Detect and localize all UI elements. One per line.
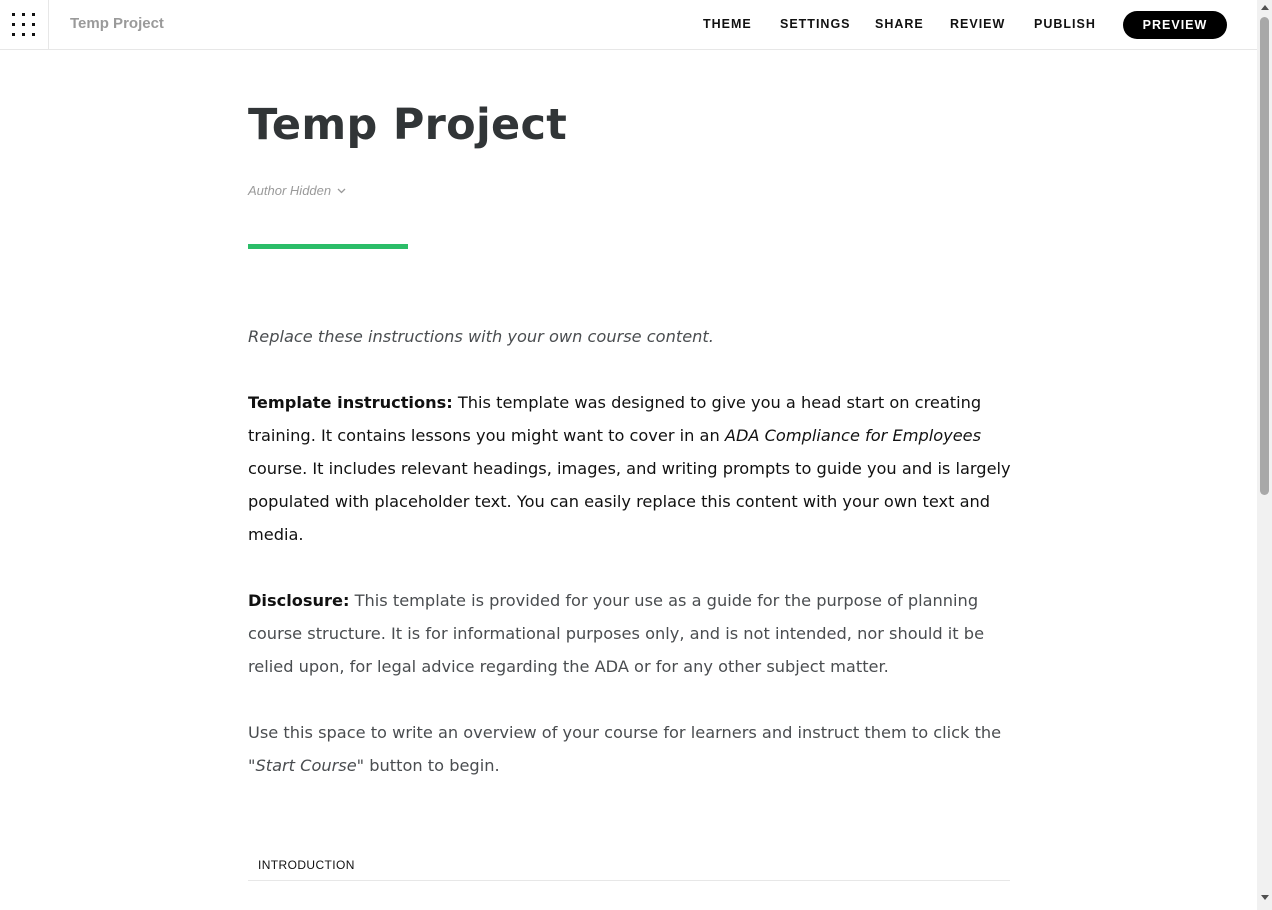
apps-menu-button[interactable] bbox=[0, 0, 49, 49]
nav-review[interactable]: REVIEW bbox=[950, 17, 1006, 31]
overview-text: Use this space to write an overview of your course for learners and instruct them to click the " bbox=[248, 723, 1002, 775]
preview-button[interactable]: PREVIEW bbox=[1123, 11, 1227, 39]
grid-menu-icon bbox=[11, 12, 39, 38]
course-name: ADA Compliance for Employees bbox=[724, 426, 982, 445]
nav-share[interactable]: SHARE bbox=[875, 17, 924, 31]
intro-paragraph: Replace these instructions with your own course content. bbox=[248, 327, 714, 346]
course-title[interactable]: Temp Project bbox=[248, 100, 568, 150]
start-course-name: Start Course bbox=[255, 756, 357, 775]
template-lead: Template instructions: bbox=[248, 393, 453, 412]
disclosure-paragraph bbox=[248, 584, 1012, 683]
section-label: INTRODUCTION bbox=[258, 858, 355, 872]
disclosure-lead: Disclosure: bbox=[248, 591, 350, 610]
author-label: Author Hidden bbox=[248, 183, 332, 198]
template-paragraph bbox=[248, 386, 1012, 551]
accent-divider bbox=[248, 244, 408, 249]
scroll-thumb[interactable] bbox=[1260, 17, 1269, 495]
page-scrollbar[interactable] bbox=[1257, 0, 1272, 910]
nav-settings[interactable]: SETTINGS bbox=[780, 17, 851, 31]
scroll-up-icon[interactable] bbox=[1261, 5, 1269, 10]
course-description[interactable] bbox=[248, 320, 1012, 815]
overview-text-end: " button to begin. bbox=[356, 756, 500, 775]
top-bar bbox=[0, 0, 1257, 50]
template-text: This template was designed to give you a head start on creating training. It contains lessons you might want to cover in an bbox=[248, 393, 982, 445]
chevron-down-icon bbox=[337, 188, 346, 194]
disclosure-text: This template is provided for your use as a guide for the purpose of planning course structure. It is for informational purposes only, and is not intended, nor should it be relied upon, for legal advice regarding the ADA or for any other subject matter. bbox=[248, 591, 985, 676]
author-dropdown[interactable] bbox=[248, 183, 346, 198]
nav-publish[interactable]: PUBLISH bbox=[1034, 17, 1096, 31]
overview-paragraph bbox=[248, 716, 1012, 782]
nav-theme[interactable]: THEME bbox=[703, 17, 752, 31]
scroll-down-icon[interactable] bbox=[1261, 895, 1269, 900]
template-text-end: course. It includes relevant headings, images, and writing prompts to guide you and is largely populated with placeholder text. You can easily replace this content with your own text and media. bbox=[248, 459, 1011, 544]
section-header-introduction[interactable] bbox=[248, 850, 1010, 881]
app-title[interactable]: Temp Project bbox=[70, 15, 164, 32]
